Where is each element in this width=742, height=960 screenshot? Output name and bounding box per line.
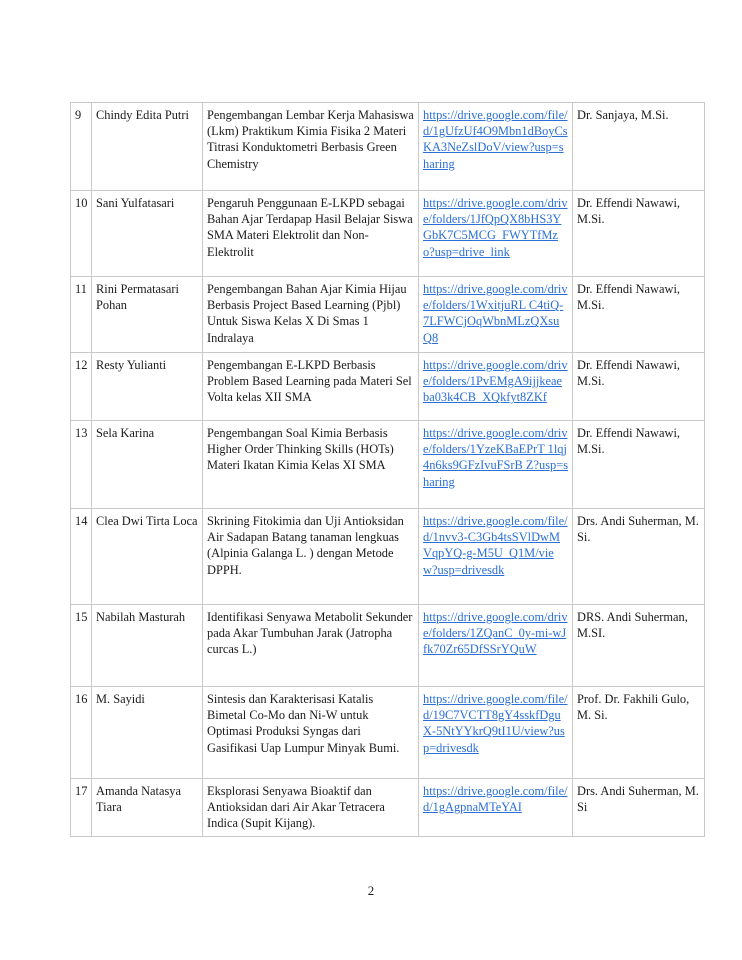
row-number: 9: [75, 108, 82, 122]
page-number: 2: [367, 883, 375, 898]
student-name-cell: [92, 779, 203, 837]
supervisor-name: Drs. Andi Suherman, M. Si: [577, 784, 699, 815]
row-number: 12: [75, 358, 88, 372]
student-name-cell: [92, 605, 203, 687]
supervisor-name: Drs. Andi Suherman, M. Si.: [577, 514, 699, 545]
drive-link-cell[interactable]: [419, 605, 573, 687]
thesis-title-cell: [203, 779, 419, 837]
drive-link-cell[interactable]: [419, 353, 573, 421]
supervisor-name: Dr. Effendi Nawawi, M.Si.: [577, 196, 680, 227]
drive-link[interactable]: https://drive.google.com/file/d/1nvv3-C3Gb4tsSVlDwMVqpYQ-g-M5U_Q1M/view?usp=drivesdk: [423, 514, 568, 577]
student-name: Rini Permatasari Pohan: [96, 282, 179, 313]
drive-link-cell[interactable]: [419, 191, 573, 277]
row-number-cell: [71, 605, 92, 687]
supervisor-name-cell: [573, 687, 705, 779]
row-number: 17: [75, 784, 88, 798]
student-name-cell: [92, 353, 203, 421]
table-row: [71, 277, 705, 353]
table-row: [71, 509, 705, 605]
drive-link-cell[interactable]: [419, 103, 573, 191]
thesis-title-cell: [203, 191, 419, 277]
row-number: 14: [75, 514, 88, 528]
table-body: [71, 103, 705, 837]
table-row: [71, 421, 705, 509]
thesis-title-cell: [203, 103, 419, 191]
supervisor-name: DRS. Andi Suherman, M.SI.: [577, 610, 688, 641]
drive-link[interactable]: https://drive.google.com/drive/folders/1WxitjuRL C4tiQ-7LFWCjOqWbnMLzQXsuQ8: [423, 282, 568, 345]
drive-link-cell[interactable]: [419, 687, 573, 779]
student-name: Resty Yulianti: [96, 358, 167, 372]
row-number: 10: [75, 196, 88, 210]
student-name: Sani Yulfatasari: [96, 196, 175, 210]
student-name-cell: [92, 687, 203, 779]
supervisor-name-cell: [573, 353, 705, 421]
thesis-title: Skrining Fitokimia dan Uji Antioksidan Air Sadapan Batang tanaman lengkuas (Alpinia Galanga L. ) dengan Metode DPPH.: [207, 514, 404, 577]
drive-link[interactable]: https://drive.google.com/drive/folders/1JfQpQX8bHS3YGbK7C5MCG_FWYTfMzo?usp=drive_link: [423, 196, 568, 259]
student-name: Amanda Natasya Tiara: [96, 784, 181, 815]
table-row: [71, 605, 705, 687]
thesis-title: Pengembangan Lembar Kerja Mahasiswa (Lkm) Praktikum Kimia Fisika 2 Materi Titrasi Konduktometri Berbasis Green Chemistry: [207, 108, 414, 171]
drive-link[interactable]: https://drive.google.com/file/d/1gAgpnaMTeYAI: [423, 784, 568, 815]
drive-link-cell[interactable]: [419, 779, 573, 837]
drive-link-cell[interactable]: [419, 509, 573, 605]
supervisor-name-cell: [573, 191, 705, 277]
row-number: 16: [75, 692, 88, 706]
thesis-title-cell: [203, 421, 419, 509]
supervisor-name-cell: [573, 421, 705, 509]
row-number-cell: [71, 353, 92, 421]
row-number: 13: [75, 426, 88, 440]
supervisor-name-cell: [573, 509, 705, 605]
drive-link[interactable]: https://drive.google.com/drive/folders/1YzeKBaEPrT 1lqj4n6ks9GFzIvuFSrB Z?usp=sharing: [423, 426, 569, 489]
drive-link-cell[interactable]: [419, 421, 573, 509]
thesis-title: Pengaruh Penggunaan E-LKPD sebagai Bahan Ajar Terdapap Hasil Belajar Siswa SMA Materi Elektrolit dan Non-Elektrolit: [207, 196, 413, 259]
row-number-cell: [71, 103, 92, 191]
row-number-cell: [71, 421, 92, 509]
row-number-cell: [71, 277, 92, 353]
thesis-title: Sintesis dan Karakterisasi Katalis Bimetal Co-Mo dan Ni-W untuk Optimasi Produksi Syngas dari Gasifikasi Uap Lumpur Minyak Bumi.: [207, 692, 400, 755]
thesis-title-cell: [203, 509, 419, 605]
student-name: Sela Karina: [96, 426, 155, 440]
drive-link[interactable]: https://drive.google.com/file/d/19C7VCTT8gY4sskfDguX-5NtYYkrQ9tI1U/view?usp=drivesdk: [423, 692, 568, 755]
table-row: [71, 103, 705, 191]
row-number-cell: [71, 509, 92, 605]
student-name-cell: [92, 421, 203, 509]
student-name-cell: [92, 103, 203, 191]
supervisor-name: Dr. Effendi Nawawi, M.Si.: [577, 282, 680, 313]
row-number: 11: [75, 282, 87, 296]
supervisor-name-cell: [573, 277, 705, 353]
supervisor-name-cell: [573, 605, 705, 687]
thesis-title: Pengembangan Soal Kimia Berbasis Higher Order Thinking Skills (HOTs) Materi Ikatan Kimia Kelas XI SMA: [207, 426, 394, 473]
thesis-title: Pengembangan E-LKPD Berbasis Problem Based Learning pada Materi Sel Volta kelas XII SMA: [207, 358, 412, 405]
row-number-cell: [71, 779, 92, 837]
thesis-title: Identifikasi Senyawa Metabolit Sekunder pada Akar Tumbuhan Jarak (Jatropha curcas L.): [207, 610, 413, 657]
drive-link[interactable]: https://drive.google.com/file/d/1gUfzUf4O9Mbn1dBoyCsKA3NeZslDoV/view?usp=sharing: [423, 108, 568, 171]
thesis-title: Eksplorasi Senyawa Bioaktif dan Antioksidan dari Air Akar Tetracera Indica (Supit Kijang).: [207, 784, 385, 831]
thesis-title-cell: [203, 687, 419, 779]
table-row: [71, 191, 705, 277]
supervisor-name-cell: [573, 779, 705, 837]
drive-link[interactable]: https://drive.google.com/drive/folders/1PvEMgA9ijjkeaeba03k4CB_XQkfyt8ZKf: [423, 358, 568, 405]
thesis-title-cell: [203, 277, 419, 353]
student-name: Chindy Edita Putri: [96, 108, 189, 122]
student-name-cell: [92, 277, 203, 353]
supervisor-name: Dr. Effendi Nawawi, M.Si.: [577, 426, 680, 457]
supervisor-name: Prof. Dr. Fakhili Gulo, M. Si.: [577, 692, 690, 723]
thesis-title: Pengembangan Bahan Ajar Kimia Hijau Berbasis Project Based Learning (Pjbl) Untuk Siswa Kelas X Di Smas 1 Indralaya: [207, 282, 407, 345]
drive-link[interactable]: https://drive.google.com/drive/folders/1ZQanC_0y-mi-wJfk70Zr65DfSSrYQuW: [423, 610, 568, 657]
row-number-cell: [71, 687, 92, 779]
table-row: [71, 779, 705, 837]
table-row: [71, 687, 705, 779]
thesis-title-cell: [203, 605, 419, 687]
student-name-cell: [92, 191, 203, 277]
student-name-cell: [92, 509, 203, 605]
student-name: M. Sayidi: [96, 692, 145, 706]
supervisor-name: Dr. Effendi Nawawi, M.Si.: [577, 358, 680, 389]
thesis-table: [70, 102, 705, 837]
student-name: Nabilah Masturah: [96, 610, 186, 624]
row-number: 15: [75, 610, 88, 624]
drive-link-cell[interactable]: [419, 277, 573, 353]
supervisor-name: Dr. Sanjaya, M.Si.: [577, 108, 669, 122]
student-name: Clea Dwi Tirta Loca: [96, 514, 198, 528]
thesis-title-cell: [203, 353, 419, 421]
supervisor-name-cell: [573, 103, 705, 191]
table-row: [71, 353, 705, 421]
row-number-cell: [71, 191, 92, 277]
